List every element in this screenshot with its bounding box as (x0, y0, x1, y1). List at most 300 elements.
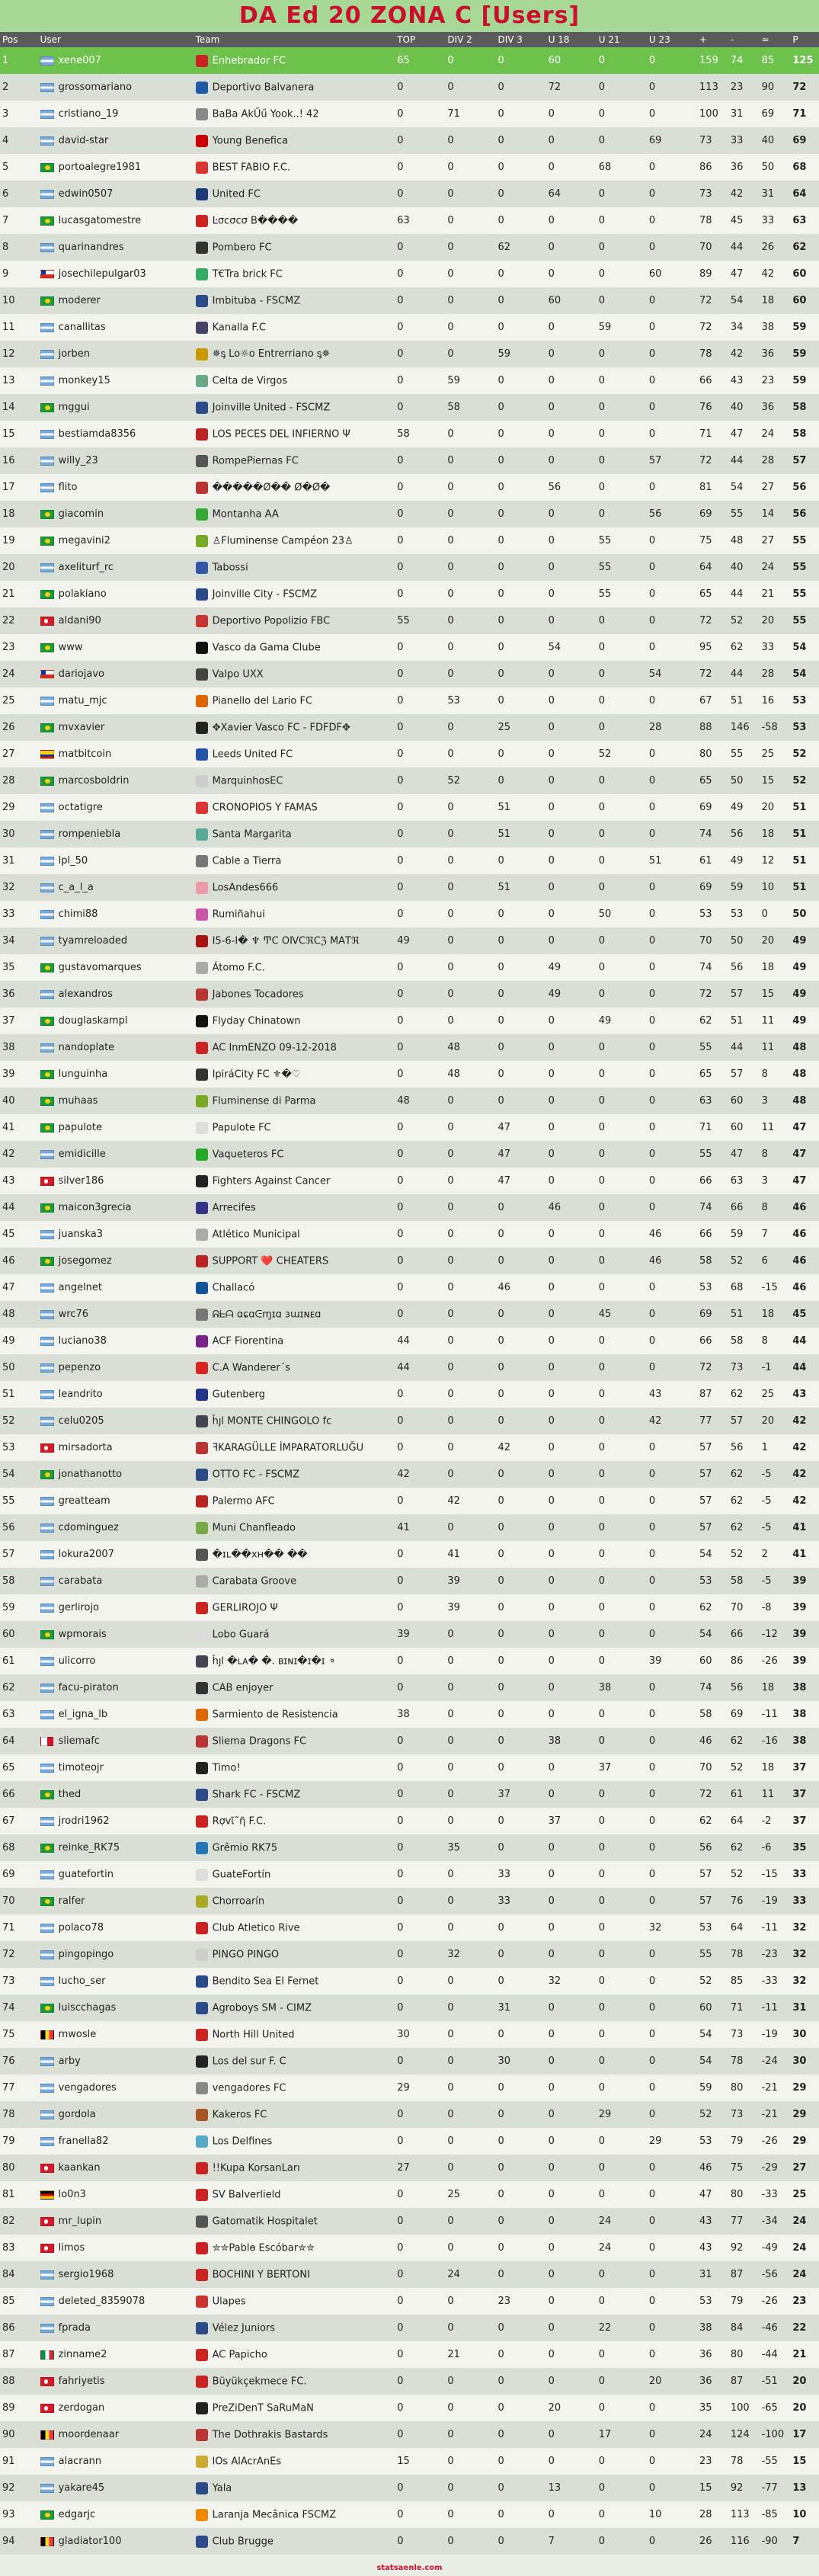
row-user[interactable] (38, 2368, 194, 2395)
user-name[interactable]: grossomariano (58, 82, 133, 93)
row-user[interactable] (38, 1941, 194, 1968)
row-user[interactable] (38, 127, 194, 154)
row-user[interactable] (38, 607, 194, 634)
row-user[interactable] (38, 2155, 194, 2181)
row-user[interactable] (38, 981, 194, 1008)
team-name[interactable]: !!Kupa KorsanLarı (212, 2162, 300, 2174)
user-name[interactable]: franella82 (58, 2135, 109, 2147)
user-name[interactable]: alexandros (58, 988, 113, 1000)
row-team[interactable] (194, 47, 395, 74)
team-name[interactable]: Kakeros FC (212, 2109, 267, 2120)
row-team[interactable] (194, 2155, 395, 2181)
row-team[interactable] (194, 154, 395, 181)
user-name[interactable]: c_a_l_a (58, 882, 94, 893)
team-name[interactable]: Fluminense di Parma (212, 1095, 316, 1107)
row-team[interactable] (194, 1568, 395, 1594)
team-name[interactable]: Ŀσcσcσ B���� (212, 215, 299, 226)
row-user[interactable] (38, 1648, 194, 1674)
row-user[interactable] (38, 767, 194, 794)
row-user[interactable] (38, 1168, 194, 1194)
user-name[interactable]: giacomin (58, 508, 104, 520)
user-name[interactable]: jonathanotto (58, 1469, 123, 1480)
row-team[interactable] (194, 1701, 395, 1728)
team-name[interactable]: SV Balverlield (212, 2189, 281, 2200)
row-team[interactable] (194, 1088, 395, 1114)
team-name[interactable]: Grêmio RK75 (212, 1842, 278, 1854)
user-name[interactable]: josegomez (58, 1255, 112, 1267)
team-name[interactable]: OTTO FC - FSCMZ (212, 1469, 300, 1480)
user-name[interactable]: moderer (58, 295, 101, 306)
user-name[interactable]: canallitas (58, 322, 106, 333)
row-user[interactable] (38, 447, 194, 474)
row-team[interactable] (194, 1914, 395, 1941)
user-name[interactable]: pepenzo (58, 1362, 101, 1373)
user-name[interactable]: quarinandres (58, 242, 124, 253)
user-name[interactable]: monkey15 (58, 375, 110, 386)
team-name[interactable]: Vaqueteros FC (212, 1149, 284, 1160)
team-name[interactable]: GuateFortín (212, 1869, 271, 1880)
row-team[interactable] (194, 1221, 395, 1248)
row-user[interactable] (38, 1568, 194, 1594)
user-name[interactable]: greatteam (58, 1495, 110, 1507)
column-header[interactable]: = (760, 32, 791, 47)
team-name[interactable]: Büyükçekmece FC. (212, 2376, 307, 2387)
row-user[interactable] (38, 1114, 194, 1141)
row-user[interactable] (38, 1248, 194, 1274)
row-user[interactable] (38, 1221, 194, 1248)
team-name[interactable]: BEST FABIO F.C. (212, 162, 291, 173)
user-name[interactable]: guatefortin (58, 1869, 114, 1880)
row-user[interactable] (38, 1994, 194, 2021)
team-name[interactable]: BOCHINI Y BERTONI (212, 2269, 310, 2280)
row-team[interactable] (194, 714, 395, 741)
team-name[interactable]: T€Tra brick FC (212, 268, 283, 280)
row-team[interactable] (194, 634, 395, 661)
user-name[interactable]: muhaas (58, 1095, 98, 1107)
team-name[interactable]: ✥Xavier Vasco FC - FDFDF✥ (212, 722, 350, 733)
team-name[interactable]: Yala (212, 2482, 232, 2494)
column-header[interactable]: U 21 (597, 32, 647, 47)
row-team[interactable] (194, 1834, 395, 1861)
row-team[interactable] (194, 1141, 395, 1168)
row-user[interactable] (38, 1541, 194, 1568)
user-name[interactable]: megavini2 (58, 535, 110, 546)
team-name[interactable]: AC InmENZO 09-12-2018 (212, 1042, 337, 1053)
row-user[interactable] (38, 394, 194, 421)
row-team[interactable] (194, 2475, 395, 2501)
team-name[interactable]: ACF Fiorentina (212, 1335, 284, 1347)
row-user[interactable] (38, 2021, 194, 2048)
user-name[interactable]: mwosle (58, 2029, 97, 2040)
row-user[interactable] (38, 1488, 194, 1514)
user-name[interactable]: lucho_ser (58, 1975, 106, 1987)
row-team[interactable] (194, 1621, 395, 1648)
row-team[interactable] (194, 607, 395, 634)
user-name[interactable]: emidicille (58, 1149, 106, 1160)
team-name[interactable]: Carabata Groove (212, 1575, 297, 1587)
team-name[interactable]: Papulote FC (212, 1122, 271, 1133)
user-name[interactable]: arby (58, 2055, 81, 2067)
row-user[interactable] (38, 1968, 194, 1994)
user-name[interactable]: flito (58, 482, 78, 493)
row-user[interactable] (38, 1141, 194, 1168)
user-name[interactable]: matu_mjc (58, 695, 107, 706)
user-name[interactable]: leandrito (58, 1389, 103, 1400)
column-header[interactable]: DIV 2 (445, 32, 495, 47)
team-name[interactable]: Flyday Chinatown (212, 1015, 301, 1027)
user-name[interactable]: xene007 (58, 55, 101, 66)
row-team[interactable] (194, 1728, 395, 1754)
column-header[interactable]: Pos (0, 32, 38, 47)
user-name[interactable]: wpmorais (58, 1629, 107, 1640)
user-name[interactable]: edgarjc (58, 2509, 96, 2520)
user-name[interactable]: el_igna_lb (58, 1709, 108, 1720)
row-user[interactable] (38, 101, 194, 127)
row-team[interactable] (194, 1674, 395, 1701)
row-user[interactable] (38, 687, 194, 714)
user-name[interactable]: axeliturf_rc (58, 562, 114, 573)
user-name[interactable]: celu0205 (58, 1415, 104, 1427)
row-user[interactable] (38, 1434, 194, 1461)
user-name[interactable]: maicon3grecia (58, 1202, 132, 1213)
user-name[interactable]: fahriyetis (58, 2376, 105, 2387)
team-name[interactable]: Valpo UXX (212, 668, 264, 680)
team-name[interactable]: ♙Fluminense Campéon 23♙ (212, 535, 354, 546)
row-user[interactable] (38, 821, 194, 847)
user-name[interactable]: lunguinha (58, 1069, 108, 1080)
row-team[interactable] (194, 101, 395, 127)
row-user[interactable] (38, 2261, 194, 2288)
row-team[interactable] (194, 1061, 395, 1088)
row-team[interactable] (194, 314, 395, 341)
row-user[interactable] (38, 47, 194, 74)
team-name[interactable]: Atlético Municipal (212, 1229, 300, 1240)
row-user[interactable] (38, 2475, 194, 2501)
user-name[interactable]: silver186 (58, 1175, 104, 1187)
user-name[interactable]: carabata (58, 1575, 103, 1587)
team-name[interactable]: Enhebrador FC (212, 55, 286, 66)
team-name[interactable]: Cable a Tierra (212, 855, 282, 867)
team-name[interactable]: Joinville City - FSCMZ (212, 588, 318, 600)
team-name[interactable]: vengadores FC (212, 2082, 286, 2094)
row-user[interactable] (38, 2288, 194, 2315)
user-name[interactable]: luiscchagas (58, 2002, 117, 2014)
row-user[interactable] (38, 341, 194, 367)
row-user[interactable] (38, 1861, 194, 1888)
row-user[interactable] (38, 2341, 194, 2368)
row-user[interactable] (38, 207, 194, 234)
row-user[interactable] (38, 1354, 194, 1381)
row-team[interactable] (194, 928, 395, 954)
row-user[interactable] (38, 1461, 194, 1488)
team-name[interactable]: Gatomatik Hospitalet (212, 2216, 318, 2227)
column-header[interactable]: Team (194, 32, 395, 47)
user-name[interactable]: timoteojr (58, 1762, 104, 1773)
user-name[interactable]: pingopingo (58, 1949, 114, 1960)
row-team[interactable] (194, 687, 395, 714)
row-team[interactable] (194, 2261, 395, 2288)
row-team[interactable] (194, 2101, 395, 2128)
row-team[interactable] (194, 1861, 395, 1888)
team-name[interactable]: Club Brugge (212, 2536, 274, 2547)
row-team[interactable] (194, 1888, 395, 1914)
row-user[interactable] (38, 741, 194, 767)
user-name[interactable]: edwin0507 (58, 188, 114, 200)
row-user[interactable] (38, 367, 194, 394)
row-team[interactable] (194, 1168, 395, 1194)
user-name[interactable]: cdominguez (58, 1522, 119, 1533)
user-name[interactable]: nandoplate (58, 1042, 115, 1053)
user-name[interactable]: vengadores (58, 2082, 117, 2094)
row-user[interactable] (38, 1728, 194, 1754)
user-name[interactable]: fprada (58, 2322, 91, 2334)
team-name[interactable]: Pombero FC (212, 242, 272, 253)
user-name[interactable]: cristiano_19 (58, 108, 119, 120)
team-name[interactable]: C.A Wanderer´s (212, 1362, 290, 1373)
user-name[interactable]: www (58, 642, 83, 653)
row-user[interactable] (38, 1301, 194, 1328)
row-user[interactable] (38, 1834, 194, 1861)
row-team[interactable] (194, 421, 395, 447)
row-team[interactable] (194, 2075, 395, 2101)
row-user[interactable] (38, 2075, 194, 2101)
row-team[interactable] (194, 2235, 395, 2261)
row-team[interactable] (194, 1754, 395, 1781)
row-user[interactable] (38, 501, 194, 527)
row-team[interactable] (194, 474, 395, 501)
team-name[interactable]: Santa Margarita (212, 828, 292, 840)
row-team[interactable] (194, 234, 395, 261)
row-user[interactable] (38, 181, 194, 207)
user-name[interactable]: ralfer (58, 1895, 85, 1907)
row-user[interactable] (38, 2448, 194, 2475)
row-user[interactable] (38, 794, 194, 821)
user-name[interactable]: zerdogan (58, 2402, 105, 2414)
row-team[interactable] (194, 2528, 395, 2555)
row-user[interactable] (38, 74, 194, 101)
team-name[interactable]: PreZiDenT SaRuMaN (212, 2402, 314, 2414)
row-team[interactable] (194, 2501, 395, 2528)
user-name[interactable]: wrc76 (58, 1309, 88, 1320)
user-name[interactable]: mvxavier (58, 722, 105, 733)
row-user[interactable] (38, 2181, 194, 2208)
row-user[interactable] (38, 928, 194, 954)
team-name[interactable]: AC Papicho (212, 2349, 267, 2360)
row-team[interactable] (194, 874, 395, 901)
row-team[interactable] (194, 794, 395, 821)
team-name[interactable]: Palermo AFC (212, 1495, 275, 1507)
row-team[interactable] (194, 954, 395, 981)
row-user[interactable] (38, 954, 194, 981)
row-user[interactable] (38, 234, 194, 261)
row-team[interactable] (194, 1594, 395, 1621)
row-team[interactable] (194, 741, 395, 767)
row-team[interactable] (194, 2421, 395, 2448)
user-name[interactable]: juanska3 (58, 1229, 103, 1240)
user-name[interactable]: lo0n3 (58, 2189, 86, 2200)
team-name[interactable]: Arrecifes (212, 1202, 256, 1213)
user-name[interactable]: aldani90 (58, 615, 101, 626)
row-team[interactable] (194, 1808, 395, 1834)
row-user[interactable] (38, 1808, 194, 1834)
row-team[interactable] (194, 2048, 395, 2075)
row-user[interactable] (38, 261, 194, 287)
row-user[interactable] (38, 874, 194, 901)
team-name[interactable]: Los del sur F. C (212, 2055, 286, 2067)
user-name[interactable]: reinke_RK75 (58, 1842, 120, 1854)
user-name[interactable]: ulicorro (58, 1655, 96, 1667)
row-team[interactable] (194, 367, 395, 394)
row-team[interactable] (194, 1008, 395, 1034)
user-name[interactable]: dariojavo (58, 668, 104, 680)
column-header[interactable]: U 23 (647, 32, 697, 47)
row-team[interactable] (194, 1381, 395, 1408)
team-name[interactable]: ȟȷl MONTE CHINGOLO fc (212, 1415, 332, 1427)
user-name[interactable]: jorben (58, 348, 91, 360)
team-name[interactable]: Pianello del Lario FC (212, 695, 313, 706)
row-team[interactable] (194, 2128, 395, 2155)
row-user[interactable] (38, 901, 194, 928)
row-user[interactable] (38, 314, 194, 341)
row-team[interactable] (194, 2448, 395, 2475)
user-name[interactable]: matbitcoin (58, 748, 112, 760)
team-name[interactable]: �����Ø�� Ø�Ø� (212, 482, 331, 493)
row-team[interactable] (194, 74, 395, 101)
row-user[interactable] (38, 1088, 194, 1114)
row-user[interactable] (38, 554, 194, 581)
team-name[interactable]: Leeds United FC (212, 748, 293, 760)
row-team[interactable] (194, 1514, 395, 1541)
row-team[interactable] (194, 1114, 395, 1141)
row-user[interactable] (38, 1594, 194, 1621)
team-name[interactable]: IpiráCity FC ⚜�♡ (212, 1069, 301, 1080)
team-name[interactable]: ✵ᶊ Lo☼o Entrerriano ᶊ✵ (212, 348, 331, 360)
team-name[interactable]: Celta de Virgos (212, 375, 288, 386)
user-name[interactable]: alacrann (58, 2456, 102, 2467)
team-name[interactable]: ꟻKARAGÜLLE İMPARATORLUĞU (212, 1442, 364, 1453)
team-name[interactable]: Deportivo Popolizio FBC (212, 615, 331, 626)
row-user[interactable] (38, 1621, 194, 1648)
column-header[interactable]: TOP (395, 32, 445, 47)
row-user[interactable] (38, 1781, 194, 1808)
row-user[interactable] (38, 2315, 194, 2341)
team-name[interactable]: Tabossi (212, 562, 248, 573)
row-team[interactable] (194, 2395, 395, 2421)
column-header[interactable]: - (728, 32, 760, 47)
team-name[interactable]: Laranja Mecânica FSCMZ (212, 2509, 337, 2520)
team-name[interactable]: CAB enjoyer (212, 1682, 274, 1693)
team-name[interactable]: Bendito Sea El Fernet (212, 1975, 319, 1987)
row-team[interactable] (194, 287, 395, 314)
team-name[interactable]: Jabones Tocadores (212, 988, 304, 1000)
team-name[interactable]: Gutenberg (212, 1389, 265, 1400)
row-user[interactable] (38, 421, 194, 447)
row-team[interactable] (194, 207, 395, 234)
row-team[interactable] (194, 1968, 395, 1994)
team-name[interactable]: MarquinhosEC (212, 775, 283, 787)
team-name[interactable]: Vélez Juniors (212, 2322, 276, 2334)
row-team[interactable] (194, 2341, 395, 2368)
row-user[interactable] (38, 1408, 194, 1434)
row-team[interactable] (194, 341, 395, 367)
row-user[interactable] (38, 661, 194, 687)
row-user[interactable] (38, 2128, 194, 2155)
row-team[interactable] (194, 767, 395, 794)
row-user[interactable] (38, 1008, 194, 1034)
team-name[interactable]: North Hill United (212, 2029, 295, 2040)
user-name[interactable]: mggui (58, 402, 90, 413)
row-team[interactable] (194, 1541, 395, 1568)
column-header[interactable]: P (790, 32, 819, 47)
row-user[interactable] (38, 1061, 194, 1088)
user-name[interactable]: willy_23 (58, 455, 98, 466)
team-name[interactable]: Timo! (212, 1762, 241, 1773)
user-name[interactable]: angelnet (58, 1282, 103, 1293)
row-user[interactable] (38, 1514, 194, 1541)
row-team[interactable] (194, 261, 395, 287)
user-name[interactable]: gladiator100 (58, 2536, 122, 2547)
row-team[interactable] (194, 2208, 395, 2235)
row-user[interactable] (38, 1034, 194, 1061)
row-team[interactable] (194, 1274, 395, 1301)
team-name[interactable]: Sarmiento de Resistencia (212, 1709, 338, 1720)
row-team[interactable] (194, 1408, 395, 1434)
team-name[interactable]: LOS PECES DEL INFIERNO Ψ (212, 428, 350, 440)
team-name[interactable]: LosAndes666 (212, 882, 279, 893)
user-name[interactable]: facu-piraton (58, 1682, 119, 1693)
user-name[interactable]: marcosboldrin (58, 775, 130, 787)
user-name[interactable]: deleted_8359078 (58, 2296, 146, 2307)
row-team[interactable] (194, 181, 395, 207)
user-name[interactable]: lucasgatomestre (58, 215, 142, 226)
row-user[interactable] (38, 1674, 194, 1701)
user-name[interactable]: bestiamda8356 (58, 428, 136, 440)
team-name[interactable]: Challacó (212, 1282, 255, 1293)
row-user[interactable] (38, 474, 194, 501)
row-team[interactable] (194, 2181, 395, 2208)
row-team[interactable] (194, 1328, 395, 1354)
row-team[interactable] (194, 981, 395, 1008)
team-name[interactable]: Club Atletico Rive (212, 1922, 300, 1934)
column-header[interactable]: + (697, 32, 728, 47)
team-name[interactable]: Rumiñahui (212, 908, 265, 920)
row-user[interactable] (38, 527, 194, 554)
row-team[interactable] (194, 2021, 395, 2048)
user-name[interactable]: douglaskampl (58, 1015, 128, 1027)
user-name[interactable]: thed (58, 1789, 82, 1800)
row-team[interactable] (194, 2368, 395, 2395)
row-user[interactable] (38, 154, 194, 181)
user-name[interactable]: mirsadorta (58, 1442, 113, 1453)
row-user[interactable] (38, 1754, 194, 1781)
team-name[interactable]: Los Delfines (212, 2135, 273, 2147)
team-name[interactable]: BaBa AkŰű Yook..! 42 (212, 108, 319, 120)
team-name[interactable]: Átomo F.C. (212, 962, 265, 973)
user-name[interactable]: josechilepulgar03 (58, 268, 146, 280)
team-name[interactable]: Ulapes (212, 2296, 246, 2307)
row-user[interactable] (38, 2208, 194, 2235)
team-name[interactable]: CRONOPIOS Y FAMAS (212, 802, 318, 813)
team-name[interactable]: Shark FC - FSCMZ (212, 1789, 301, 1800)
user-name[interactable]: luciano38 (58, 1335, 107, 1347)
row-team[interactable] (194, 1648, 395, 1674)
row-user[interactable] (38, 581, 194, 607)
team-name[interactable]: lOs AlAcrAnEs (212, 2456, 282, 2467)
row-user[interactable] (38, 287, 194, 314)
user-name[interactable]: sergio1968 (58, 2269, 114, 2280)
user-name[interactable]: moordenaar (58, 2429, 120, 2440)
row-team[interactable] (194, 661, 395, 687)
